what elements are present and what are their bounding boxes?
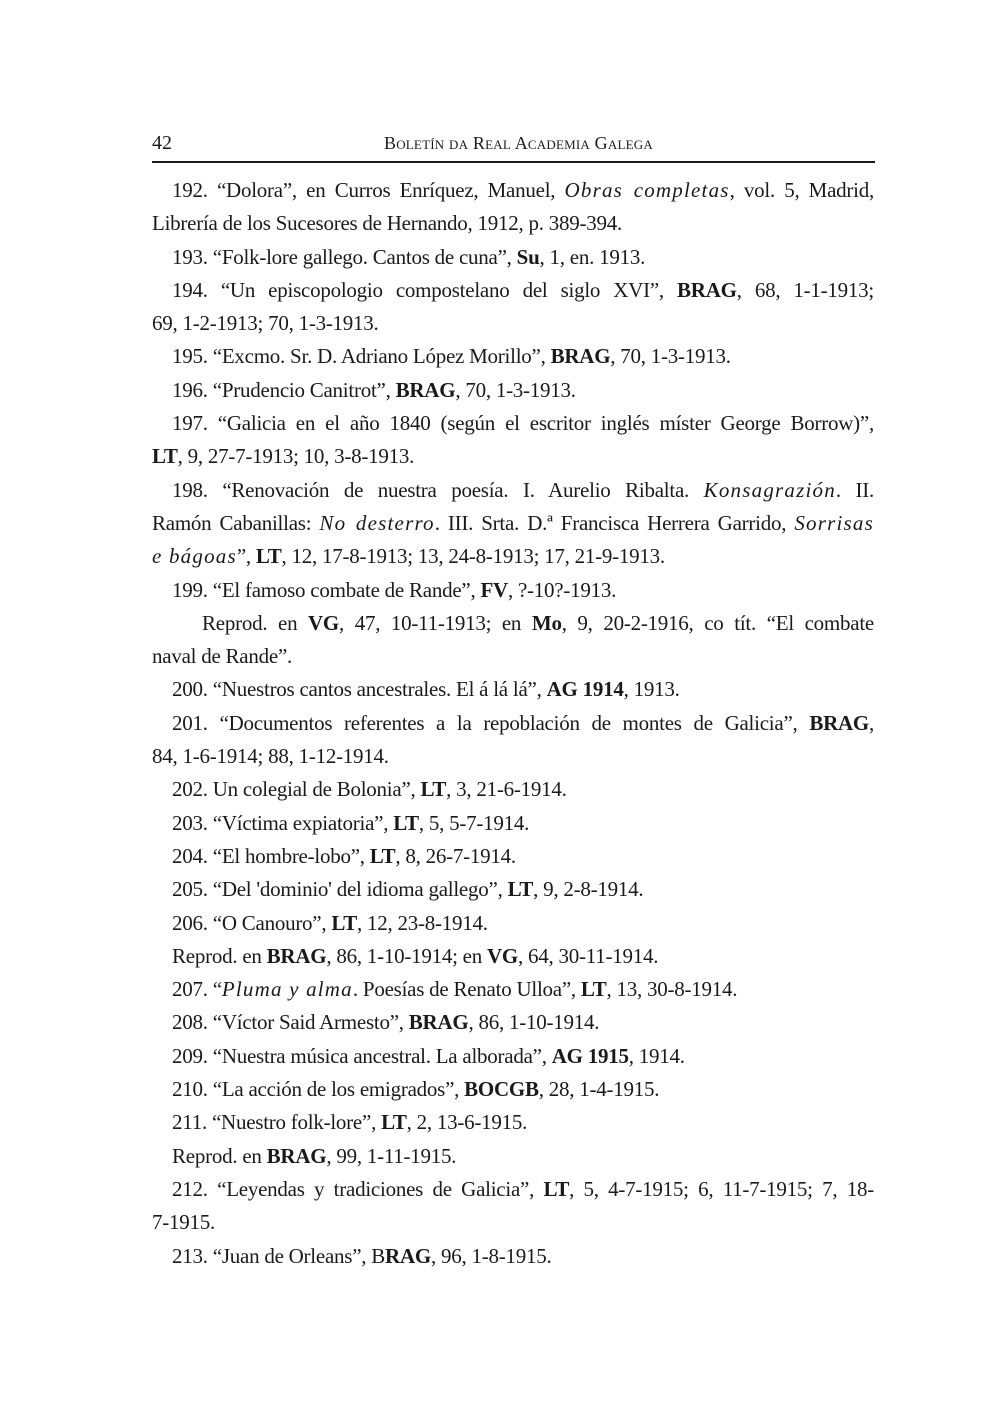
entry-line: 211. “Nuestro folk-lore”, LT, 2, 13-6-1915.	[172, 1110, 528, 1135]
entry-line: 212. “Leyendas y tradiciones de Galicia”, LT, 5, 4-7-1915; 6, 11-7-1915; 7, 18-	[172, 1176, 874, 1201]
entry-line: 206. “O Canouro”, LT, 12, 23-8-1914.	[172, 910, 488, 935]
entry-line: e bágoas”, LT, 12, 17-8-1913; 13, 24-8-1913; 17, 21-9-1913.	[152, 544, 665, 569]
entry-line: 197. “Galicia en el año 1840 (según el escritor inglés míster George Borrow)”,	[172, 411, 874, 436]
entry-line: 201. “Documentos referentes a la repoblación de montes de Galicia”, BRAG,	[172, 710, 874, 735]
entry-line: Librería de los Sucesores de Hernando, 1912, p. 389-394.	[152, 211, 623, 236]
entry-line: 213. “Juan de Orleans”, BRAG, 96, 1-8-1915.	[172, 1243, 552, 1268]
entry-line: naval de Rande”.	[152, 644, 293, 669]
entry-line: 203. “Víctima expiatoria”, LT, 5, 5-7-1914.	[172, 810, 530, 835]
journal-title: Boletín da Real Academia Galega	[384, 133, 653, 153]
entry-line: Reprod. en BRAG, 99, 1-11-1915.	[172, 1143, 457, 1168]
entry-line: 7-1915.	[152, 1210, 215, 1235]
entry-line: 202. Un colegial de Bolonia”, LT, 3, 21-6-1914.	[172, 777, 567, 802]
header-rule	[152, 161, 875, 163]
entry-line: 208. “Víctor Said Armesto”, BRAG, 86, 1-10-1914.	[172, 1010, 600, 1035]
entry-line: 84, 1-6-1914; 88, 1-12-1914.	[152, 744, 389, 769]
entry-line: 205. “Del 'dominio' del idioma gallego”, LT, 9, 2-8-1914.	[172, 877, 644, 902]
entry-line: Ramón Cabanillas: No desterro. III. Srta. D.ª Francisca Herrera Garrido, Sorrisas	[152, 510, 874, 535]
entry-line: 209. “Nuestra música ancestral. La alborada”, AG 1915, 1914.	[172, 1043, 685, 1068]
entry-line: 199. “El famoso combate de Rande”, FV, ?-10?-1913.	[172, 577, 617, 602]
running-header	[152, 130, 875, 158]
entry-line: 204. “El hombre-lobo”, LT, 8, 26-7-1914.	[172, 843, 516, 868]
entry-line: 196. “Prudencio Canitrot”, BRAG, 70, 1-3-1913.	[172, 377, 576, 402]
entry-line: 210. “La acción de los emigrados”, BOCGB, 28, 1-4-1915.	[172, 1077, 660, 1102]
entry-line: 195. “Excmo. Sr. D. Adriano López Morillo”, BRAG, 70, 1-3-1913.	[172, 344, 731, 369]
bibliography-list	[152, 174, 874, 1273]
page-number: 42	[152, 132, 172, 154]
entry-line: 194. “Un episcopologio compostelano del siglo XVI”, BRAG, 68, 1-1-1913;	[172, 277, 874, 302]
entry-line: 207. “Pluma y alma. Poesías de Renato Ulloa”, LT, 13, 30-8-1914.	[172, 977, 738, 1002]
entry-line: 192. “Dolora”, en Curros Enríquez, Manuel, Obras completas, vol. 5, Madrid,	[172, 178, 874, 202]
entry-line: LT, 9, 27-7-1913; 10, 3-8-1913.	[152, 444, 415, 469]
entry-line: 200. “Nuestros cantos ancestrales. El á lá lá”, AG 1914, 1913.	[172, 677, 680, 702]
entry-line: 193. “Folk-lore gallego. Cantos de cuna”, Su, 1, en. 1913.	[172, 244, 646, 269]
entry-line: Reprod. en BRAG, 86, 1-10-1914; en VG, 64, 30-11-1914.	[172, 943, 659, 968]
entry-line: 69, 1-2-1913; 70, 1-3-1913.	[152, 311, 379, 336]
entry-line: 198. “Renovación de nuestra poesía. I. Aurelio Ribalta. Konsagrazión. II.	[172, 477, 874, 502]
entry-line: Reprod. en VG, 47, 10-11-1913; en Mo, 9, 20-2-1916, co tít. “El combate	[202, 610, 874, 635]
